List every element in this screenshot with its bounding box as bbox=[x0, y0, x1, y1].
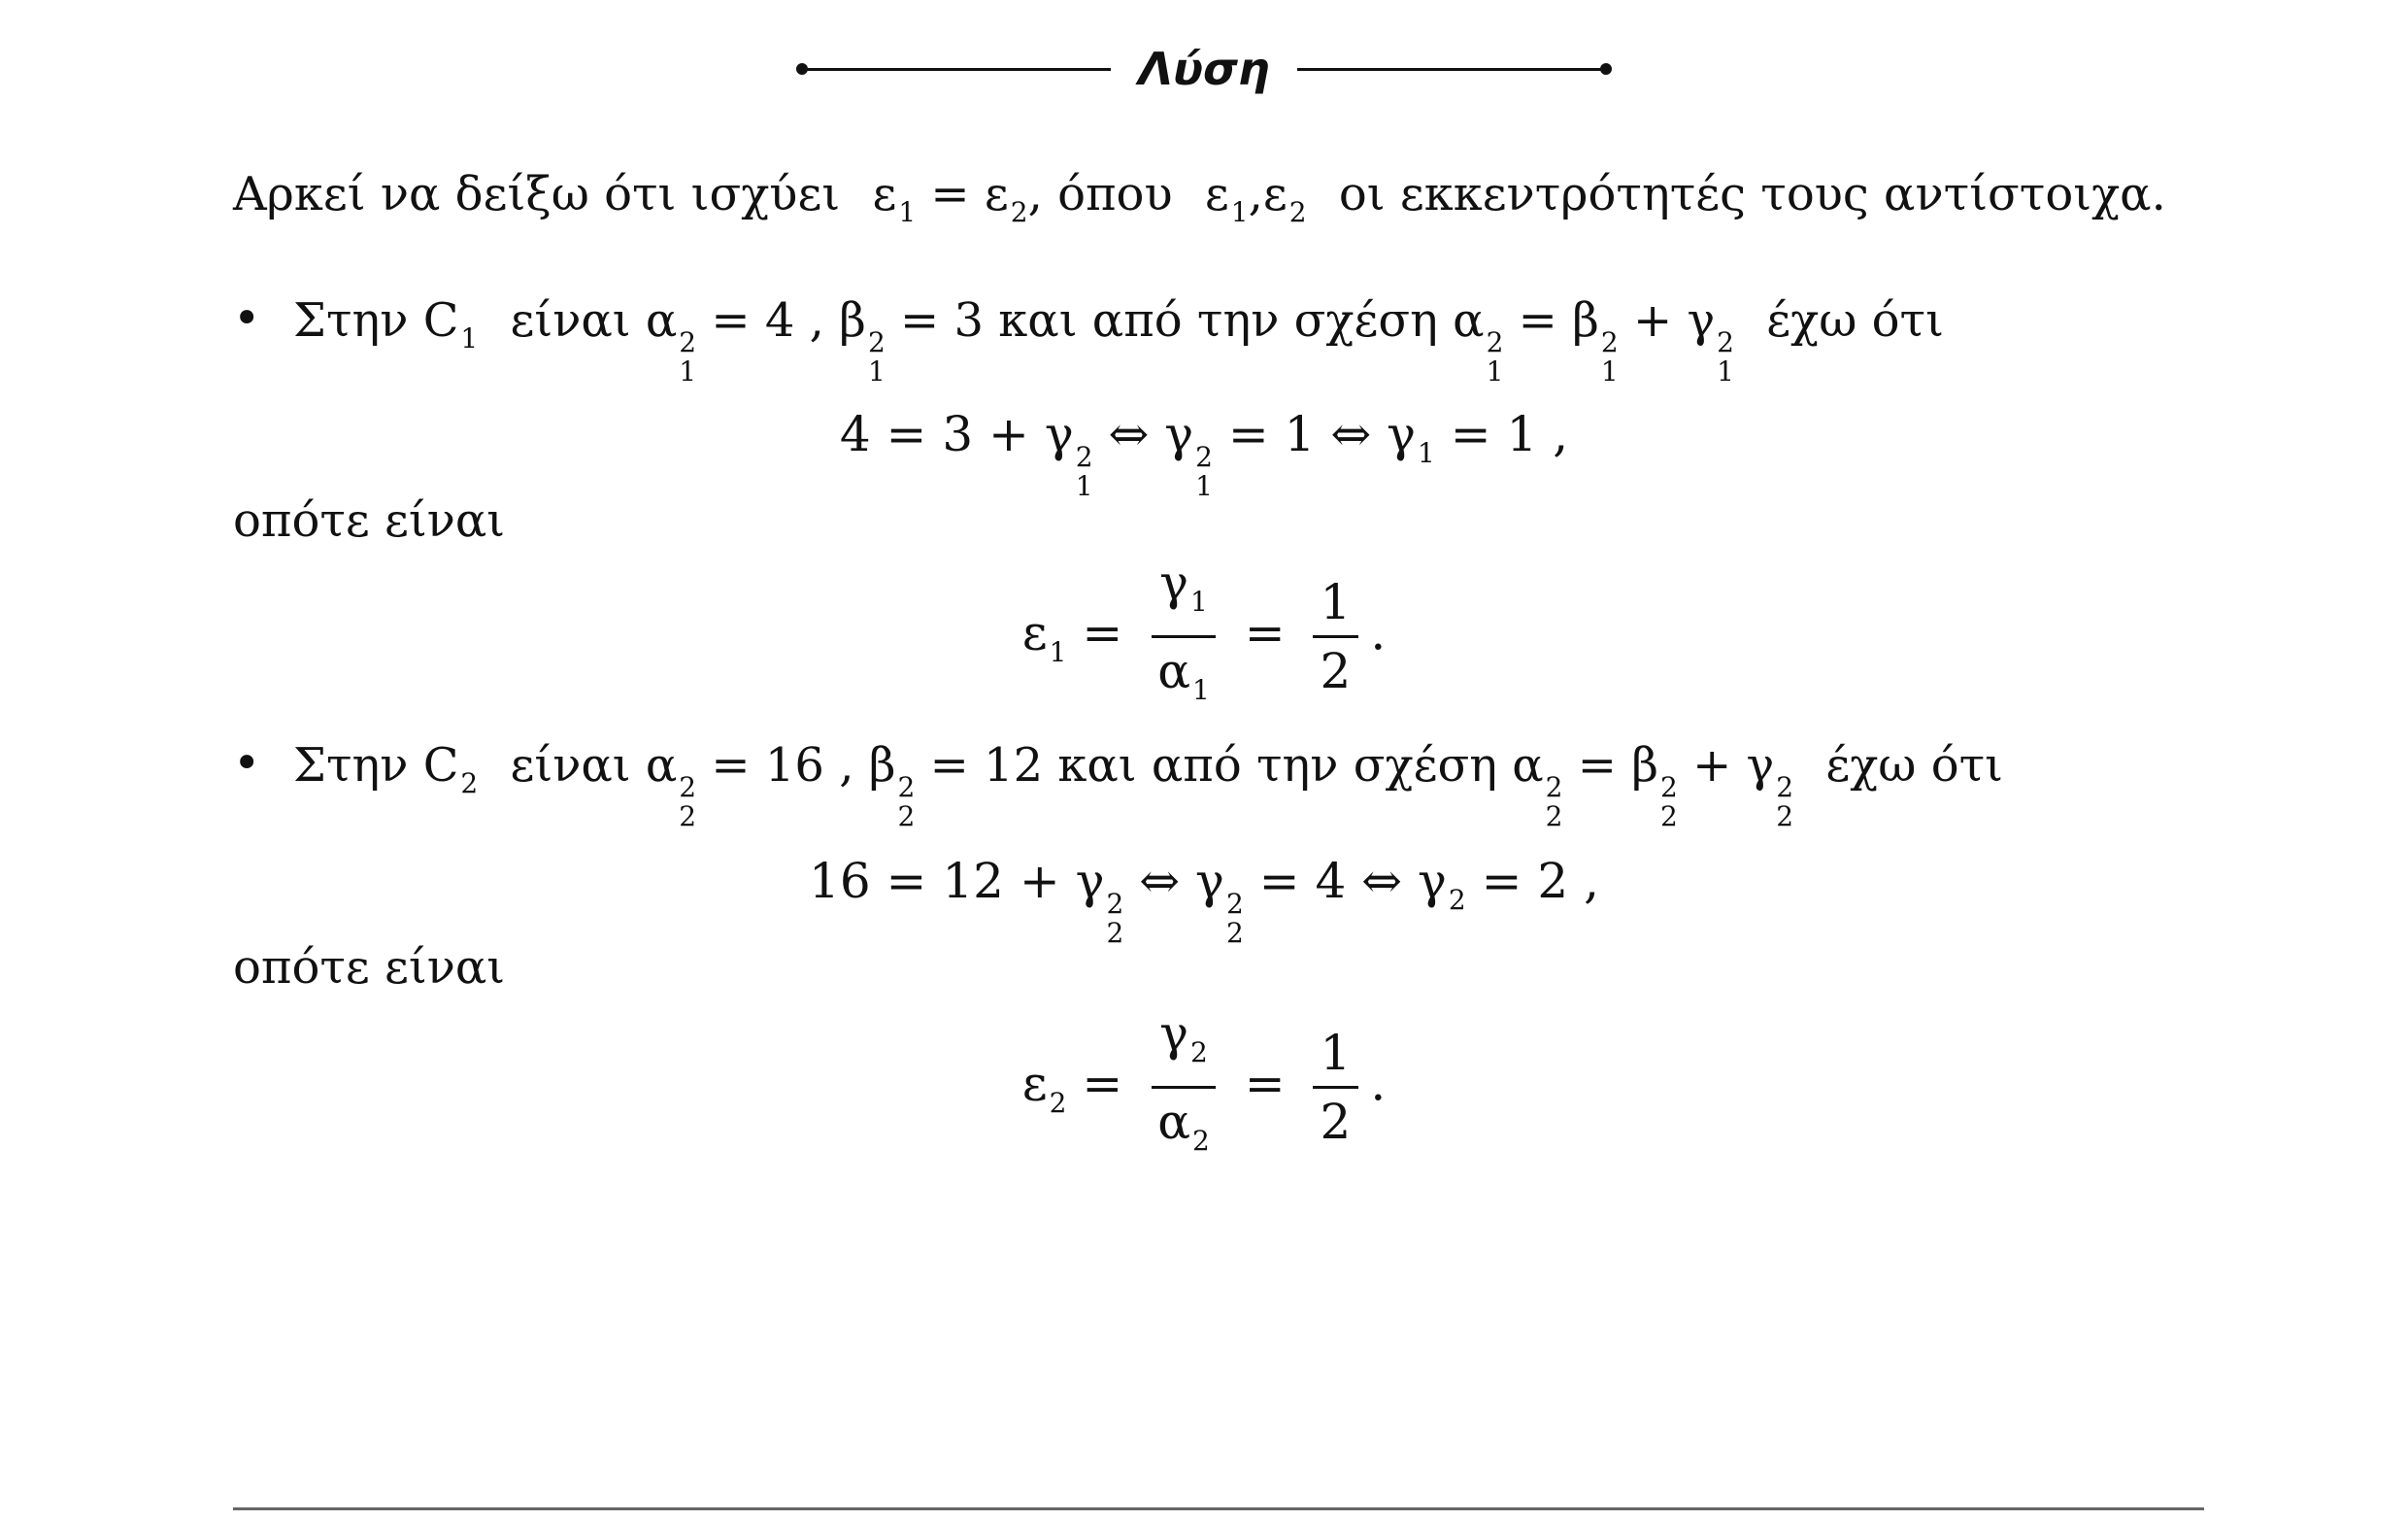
ote-line-1: οπότε είναι bbox=[233, 493, 506, 548]
heading-title: Λύση bbox=[1138, 43, 1270, 95]
bullet-1-marker: • bbox=[233, 291, 261, 346]
fraction-gamma-over-alpha-2: $\frac{\gamma_2}{\alpha_2}$ bbox=[1150, 1004, 1218, 1170]
fraction-one-half-1: $\frac{1}{2}$ bbox=[1313, 573, 1359, 700]
page-bottom-rule bbox=[233, 1507, 2204, 1510]
heading-rule-right bbox=[1297, 68, 1608, 71]
fraction-gamma-over-alpha-1: $\frac{\gamma_1}{\alpha_1}$ bbox=[1150, 554, 1218, 720]
solution-heading bbox=[0, 35, 2408, 103]
intro-line: Αρκεί να δείξω ότι ισχύει $\varepsilon_1 = \varepsilon_2$, όπου $\varepsilon_1,\varepsilon_2$ οι εκκεντρότητές τους αντίστοιχα. bbox=[233, 167, 2166, 228]
bullet-1-line: Στην $C_1$ είναι α 2 1 = 4 , β 2 1 = 3 και από την σχέση α 2 1 = β 2 1 + γ 2 1 έχω ότι bbox=[293, 293, 1944, 388]
equation-2: 16 = 12 + γ 2 2 ⇔ γ 2 2 = 4 ⇔ $\gamma_2 = 2$ , bbox=[809, 853, 1599, 949]
equation-1: 4 = 3 + γ 2 1 ⇔ γ 2 1 = 1 ⇔ $\gamma_1 = 1$ , bbox=[839, 406, 1569, 502]
bullet-2-marker: • bbox=[233, 736, 261, 791]
fraction-one-half-2: $\frac{1}{2}$ bbox=[1313, 1024, 1359, 1151]
heading-rule-left bbox=[800, 68, 1111, 71]
eccentricity-1-formula: $\varepsilon_1$ = $\frac{\gamma_1}{\alpha_1}$ = $\frac{1}{2}$ . bbox=[0, 554, 2408, 720]
eccentricity-2-formula: $\varepsilon_2$ = $\frac{\gamma_2}{\alpha_2}$ = $\frac{1}{2}$ . bbox=[0, 1004, 2408, 1170]
ote-line-2: οπότε είναι bbox=[233, 940, 506, 995]
bullet-2-line: Στην $C_2$ είναι α 2 2 = 16 , β 2 2 = 12 και από την σχέση α 2 2 = β 2 2 + γ 2 2 έχω ότι bbox=[293, 738, 2003, 832]
